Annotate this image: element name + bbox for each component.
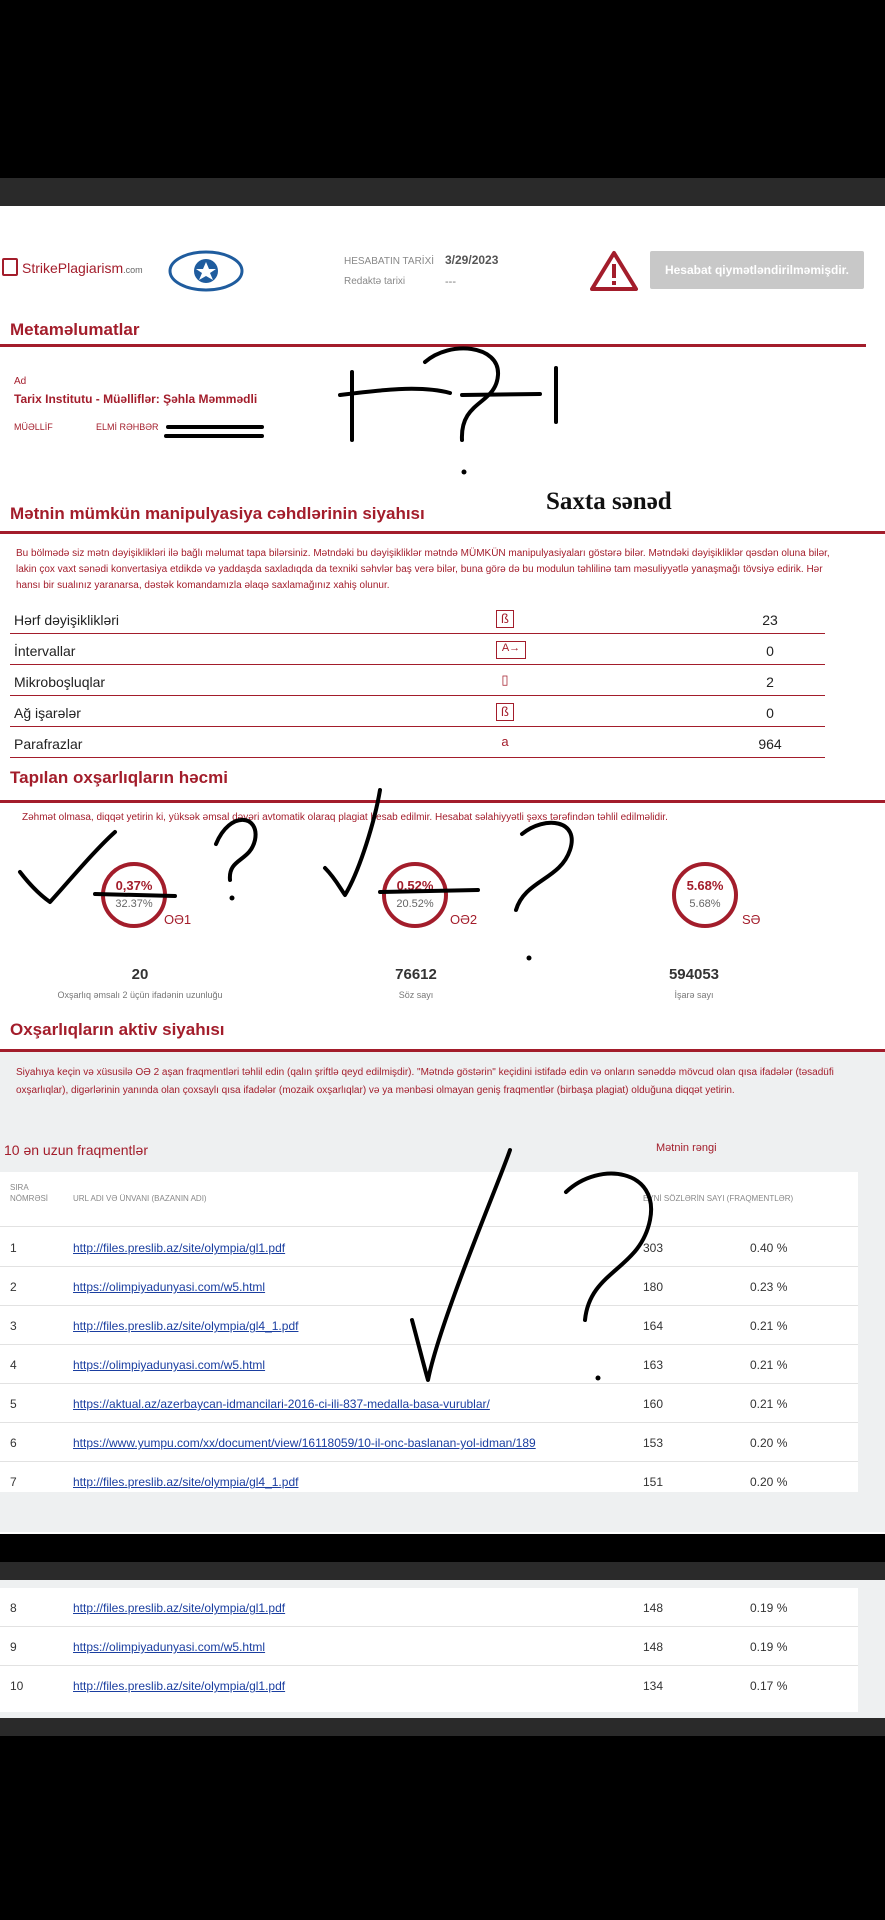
table-row xyxy=(0,1627,858,1666)
handwritten-fake-label: Saxta sənəd xyxy=(546,488,672,515)
row-number: 3 xyxy=(10,1319,17,1333)
report-status-button[interactable]: Hesabat qiymətləndirilməmişdir. xyxy=(650,251,864,289)
manip-row-paraphrases xyxy=(10,728,825,758)
row-number: 5 xyxy=(10,1397,17,1411)
row-percent: 0.20 % xyxy=(750,1436,788,1450)
stat-char-count-label: İşarə sayı xyxy=(674,990,714,1000)
row-count: 180 xyxy=(643,1280,664,1294)
manip-row-white-chars xyxy=(10,697,825,727)
table-row xyxy=(0,1345,858,1384)
manip-value: 964 xyxy=(758,736,782,752)
row-percent: 0.17 % xyxy=(750,1679,788,1693)
coefficient-3-ring xyxy=(672,862,738,928)
row-url-link[interactable]: https://olimpiyadunyasi.com/w5.html xyxy=(73,1358,266,1372)
row-count: 148 xyxy=(643,1640,664,1654)
table-row xyxy=(0,1384,858,1423)
warning-icon xyxy=(590,250,638,292)
row-count: 164 xyxy=(643,1319,664,1333)
table-row xyxy=(0,1267,858,1306)
row-number: 1 xyxy=(10,1241,17,1255)
table-row xyxy=(0,1588,858,1627)
row-percent: 0.40 % xyxy=(750,1241,788,1255)
manip-label: Hərf dəyişiklikləri xyxy=(14,612,120,628)
microspace-icon: ▯ xyxy=(501,672,509,687)
coefficient-3-value: 5.68% xyxy=(686,878,724,893)
logo-text: StrikePlagiarism.com xyxy=(22,260,143,276)
table-row xyxy=(0,1228,858,1267)
col-count-header: EYNİ SÖZLƏRİN SAYI (FRAQMENTLƏR) xyxy=(643,1194,794,1203)
stat-phrase-length-label: Oxşarlıq əmsalı 2 üçün ifadənin uzunluğu xyxy=(57,990,223,1000)
manip-label: İntervallar xyxy=(14,643,76,659)
row-number: 2 xyxy=(10,1280,17,1294)
row-url-link[interactable]: https://olimpiyadunyasi.com/w5.html xyxy=(73,1640,266,1654)
manip-label: Parafrazlar xyxy=(14,736,83,752)
row-number: 8 xyxy=(10,1601,17,1615)
coefficient-3-sub: 5.68% xyxy=(689,898,721,910)
row-count: 160 xyxy=(643,1397,664,1411)
stat-phrase-length-value: 20 xyxy=(131,966,149,983)
row-url-link[interactable]: http://files.preslib.az/site/olympia/gl1.pdf xyxy=(73,1679,286,1693)
paraphrase-icon: a xyxy=(501,734,509,749)
row-count: 134 xyxy=(643,1679,664,1693)
strike-logo-icon xyxy=(2,258,18,276)
table-header-divider xyxy=(0,1226,858,1227)
similarity-rule xyxy=(0,800,885,803)
coefficient-1-label: OƏ1 xyxy=(164,912,192,927)
row-number: 7 xyxy=(10,1475,17,1489)
similarity-note: Zəhmət olmasa, diqqət yetirin ki, yüksək əmsal dəyəri avtomatik olaraq plagiat hesab edilmir. Hesabat səlahiyyətli şəxs tərəfindən təhlil edilməlidir. xyxy=(22,812,668,823)
manipulation-description: Bu bölmədə siz mətn dəyişiklikləri ilə bağlı məlumat tapa bilərsiniz. Mətndəki bu dəyişikliklər mətndə MÜMKÜN manipulyasiyaları göstərə bilər. Mətndəki dəyişikliklər qəsdən oluna bilər, lakin çox vaxt sənədi konvertasiya etdikdə və yaddaşda saxladıqda da texniki səhvlər baş verə bilər, buna görə də bu modulun təhlilinə tam məsuliyyətlə yanaşmağı tövsiyə edirik. Hər hansı bir sualınız yaranarsa, dəstək komandamızla əlaqə saxlamağınız xahiş olunur. xyxy=(16,548,830,591)
manip-value: 2 xyxy=(766,674,774,690)
col-number-header: SIRA NÖMRƏSİ xyxy=(10,1183,49,1203)
manip-label: Mikroboşluqlar xyxy=(14,674,106,690)
white-char-icon: ß xyxy=(496,703,514,721)
row-url-link[interactable]: http://files.preslib.az/site/olympia/gl1.pdf xyxy=(73,1241,286,1255)
report-date-label: HESABATIN TARİXİ xyxy=(344,256,435,267)
row-number: 10 xyxy=(10,1679,24,1693)
row-count: 153 xyxy=(643,1436,664,1450)
coefficient-1-ring xyxy=(101,862,167,928)
interval-icon: A→ xyxy=(496,641,526,659)
row-url-link[interactable]: https://www.yumpu.com/xx/document/view/16118059/10-il-onc-baslanan-yol-idman/189 xyxy=(73,1436,536,1450)
letter-change-icon: ß xyxy=(496,610,514,628)
row-count: 151 xyxy=(643,1475,664,1489)
report-page-1 xyxy=(0,206,885,1534)
row-percent: 0.21 % xyxy=(750,1319,788,1333)
report-date-value: 3/29/2023 xyxy=(445,253,499,267)
stat-word-count-value: 76612 xyxy=(395,966,437,983)
row-number: 6 xyxy=(10,1436,17,1450)
coefficient-2-label: OƏ2 xyxy=(450,912,478,927)
document-name: Tarix Institutu - Müəlliflər: Şəhla Məmmədli xyxy=(14,392,258,406)
active-list-description: Siyahıya keçin və xüsusilə OƏ 2 aşan fraqmentləri təhlil edin (qalın şriftlə qeyd edilmişdir). "Mətndə göstərin" keçidini istifadə edin və onların sənəddə mövcud olan qısa ifadələr (təsadüfi oxşarlıqlar), digərlərinin yanında olan çoxsaylı qısa ifadələr (mozaik oxşarlıqlar) və ya mənbəsi olmayan geniş fraqmentlər (birbaşa plagiat) olduğuna diqqət yetirin. xyxy=(16,1067,834,1096)
manip-row-letter-changes xyxy=(10,604,825,634)
manip-value: 23 xyxy=(762,612,778,628)
stat-word-count-label: Söz sayı xyxy=(398,990,434,1000)
table-row xyxy=(0,1666,858,1705)
row-url-link[interactable]: http://files.preslib.az/site/olympia/gl4_1.pdf xyxy=(73,1319,299,1333)
manip-row-microspaces xyxy=(10,666,825,696)
eye-logo-icon xyxy=(168,246,244,296)
coefficient-2-value: 0,52% xyxy=(396,878,434,893)
row-url-link[interactable]: http://files.preslib.az/site/olympia/gl1.pdf xyxy=(73,1601,286,1615)
stat-char-count-value: 594053 xyxy=(668,966,720,983)
coefficient-1-value: 0,37% xyxy=(115,878,153,893)
manipulation-rule xyxy=(0,531,885,534)
bottom-dark-band xyxy=(0,1718,885,1736)
report-page-2 xyxy=(0,1580,885,1718)
row-number: 4 xyxy=(10,1358,17,1372)
table-row xyxy=(0,1306,858,1345)
manipulation-title: Mətnin mümkün manipulyasiya cəhdlərinin siyahısı xyxy=(10,504,425,523)
edit-date-value: --- xyxy=(445,276,456,288)
manip-value: 0 xyxy=(766,643,774,659)
row-percent: 0.19 % xyxy=(750,1601,788,1615)
row-count: 163 xyxy=(643,1358,664,1372)
manip-value: 0 xyxy=(766,705,774,721)
row-count: 148 xyxy=(643,1601,664,1615)
author-label: MÜƏLLİF xyxy=(14,422,53,432)
manip-label: Ağ işarələr xyxy=(14,705,81,721)
top-dark-band xyxy=(0,178,885,206)
edit-date-label: Redaktə tarixi xyxy=(344,276,406,287)
coefficient-3-label: SƏ xyxy=(742,912,761,927)
row-percent: 0.21 % xyxy=(750,1397,788,1411)
table-row xyxy=(0,1423,858,1462)
similarity-title: Tapılan oxşarlıqların həcmi xyxy=(10,768,228,787)
coefficient-1-sub: 32.37% xyxy=(115,898,153,910)
top10-title: 10 ən uzun fraqmentlər xyxy=(4,1142,148,1158)
coefficient-2-sub: 20.52% xyxy=(396,898,434,910)
row-percent: 0.21 % xyxy=(750,1358,788,1372)
row-url-link[interactable]: http://files.preslib.az/site/olympia/gl4_1.pdf xyxy=(73,1475,299,1489)
supervisor-label: ELMİ RƏHBƏR xyxy=(96,422,159,432)
fragments-table-continued xyxy=(0,1588,858,1712)
fragments-table xyxy=(0,1172,858,1492)
metadata-rule xyxy=(0,344,866,347)
active-list-title: Oxşarlıqların aktiv siyahısı xyxy=(10,1020,225,1039)
name-label: Ad xyxy=(14,376,27,387)
middle-dark-band xyxy=(0,1562,885,1580)
row-url-link[interactable]: https://olimpiyadunyasi.com/w5.html xyxy=(73,1280,266,1294)
row-number: 9 xyxy=(10,1640,17,1654)
row-url-link[interactable]: https://aktual.az/azerbaycan-idmancilari-2016-ci-ili-837-medalla-basa-vurublar/ xyxy=(73,1397,490,1411)
table-row xyxy=(0,1462,858,1501)
manip-row-intervals xyxy=(10,635,825,665)
col-url-header: URL ADI VƏ ÜNVANI (BAZANIN ADI) xyxy=(73,1194,207,1203)
text-color-label: Mətnin rəngi xyxy=(656,1142,717,1154)
metadata-title: Metaməlumatlar xyxy=(10,320,140,339)
row-percent: 0.19 % xyxy=(750,1640,788,1654)
row-count: 303 xyxy=(643,1241,664,1255)
row-percent: 0.23 % xyxy=(750,1280,788,1294)
coefficient-2-ring xyxy=(382,862,448,928)
row-percent: 0.20 % xyxy=(750,1475,788,1489)
